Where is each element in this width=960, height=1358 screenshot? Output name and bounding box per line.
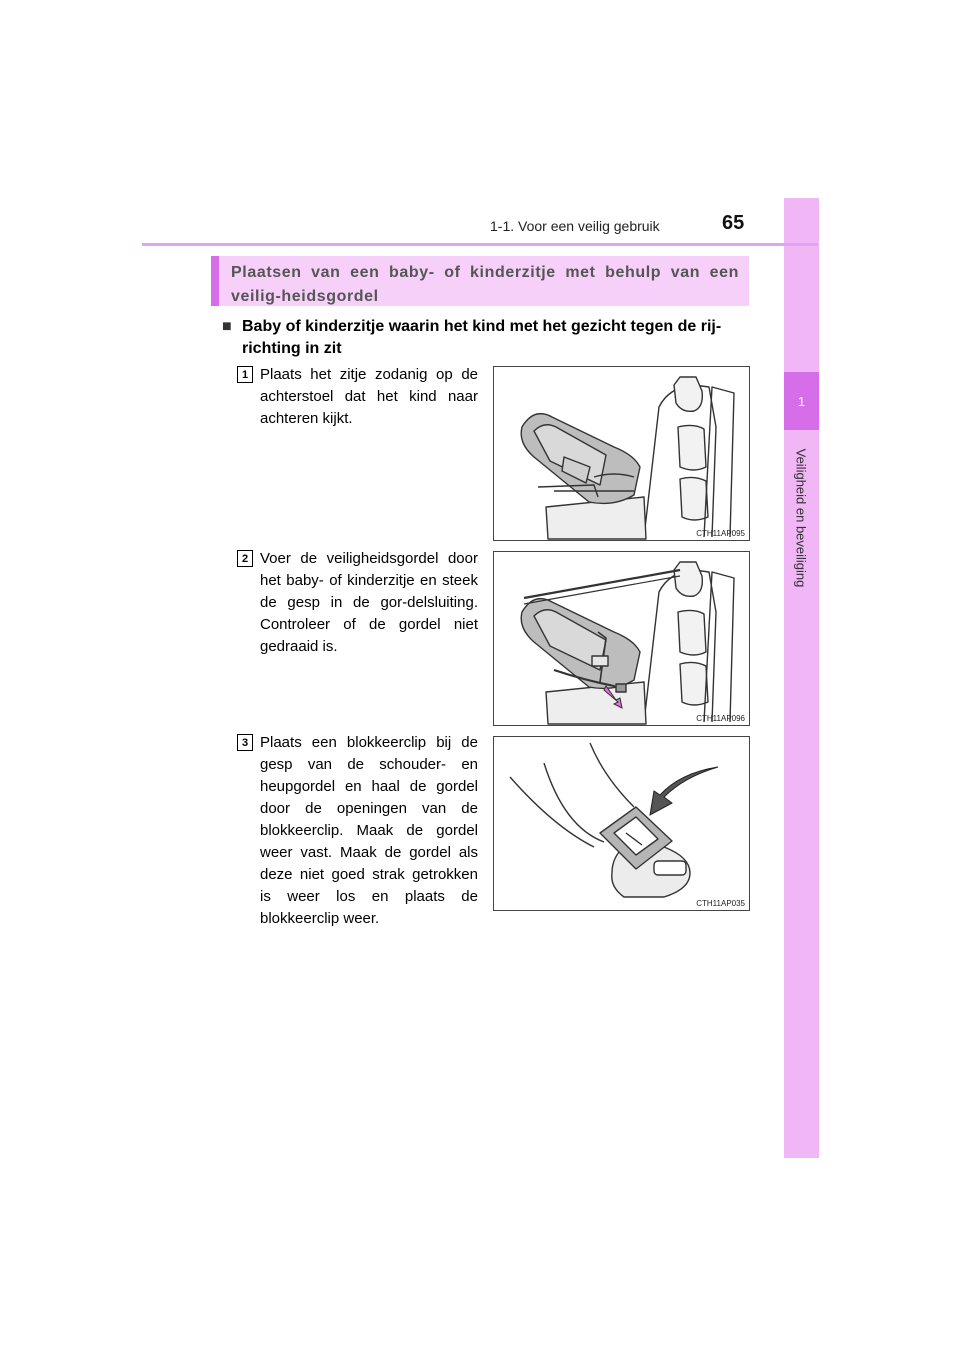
chapter-number-tab: 1: [784, 372, 819, 430]
belt-routing-illustration: [494, 552, 749, 725]
subheading-text: Baby of kinderzitje waarin het kind met het gezicht tegen de rij-richting in zit: [242, 318, 722, 357]
figure-locking-clip: [493, 736, 750, 911]
section-title: Plaatsen van een baby- of kinderzitje met behulp van een veilig-heidsgordel: [231, 264, 739, 305]
subheading: [222, 316, 752, 360]
figure-code: CTH11AP096: [696, 714, 745, 723]
section-title-box: [211, 256, 749, 306]
square-bullet-icon: ■: [222, 318, 232, 335]
figure-belt-through-seat: [493, 551, 750, 726]
step-number-2: 2: [237, 550, 253, 567]
step-text-2: Voer de veiligheidsgordel door het baby- of kinderzitje en steek de gesp in de gor-delsluiting. Controleer of de gordel niet gedraaid is.: [260, 550, 478, 655]
header-divider: [142, 243, 818, 246]
figure-code: CTH11AP095: [696, 529, 745, 538]
curved-arrow-icon: [650, 767, 718, 815]
child-seat-illustration: [494, 367, 749, 540]
step-text-3: Plaats een blokkeerclip bij de gesp van de schouder- en heupgordel en haal de gordel door de openingen van de blokkeerclip. Maak de gordel weer vast. Maak de gordel als deze niet goed strak getrokken is weer los en plaats de blokkeerclip weer.: [260, 734, 478, 927]
page-number: 65: [722, 212, 745, 234]
figure-code: CTH11AP035: [696, 899, 745, 908]
chapter-label: Veiligheid en beveiliging: [793, 448, 809, 588]
locking-clip-illustration: [494, 737, 749, 910]
step-text-1: Plaats het zitje zodanig op de achterstoel dat het kind naar achteren kijkt.: [260, 366, 478, 427]
step-number-1: 1: [237, 366, 253, 383]
running-header: 1-1. Voor een veilig gebruik: [490, 218, 660, 234]
figure-rear-facing-seat: [493, 366, 750, 541]
chapter-side-tab: [784, 198, 819, 1158]
step-number-3: 3: [237, 734, 253, 751]
